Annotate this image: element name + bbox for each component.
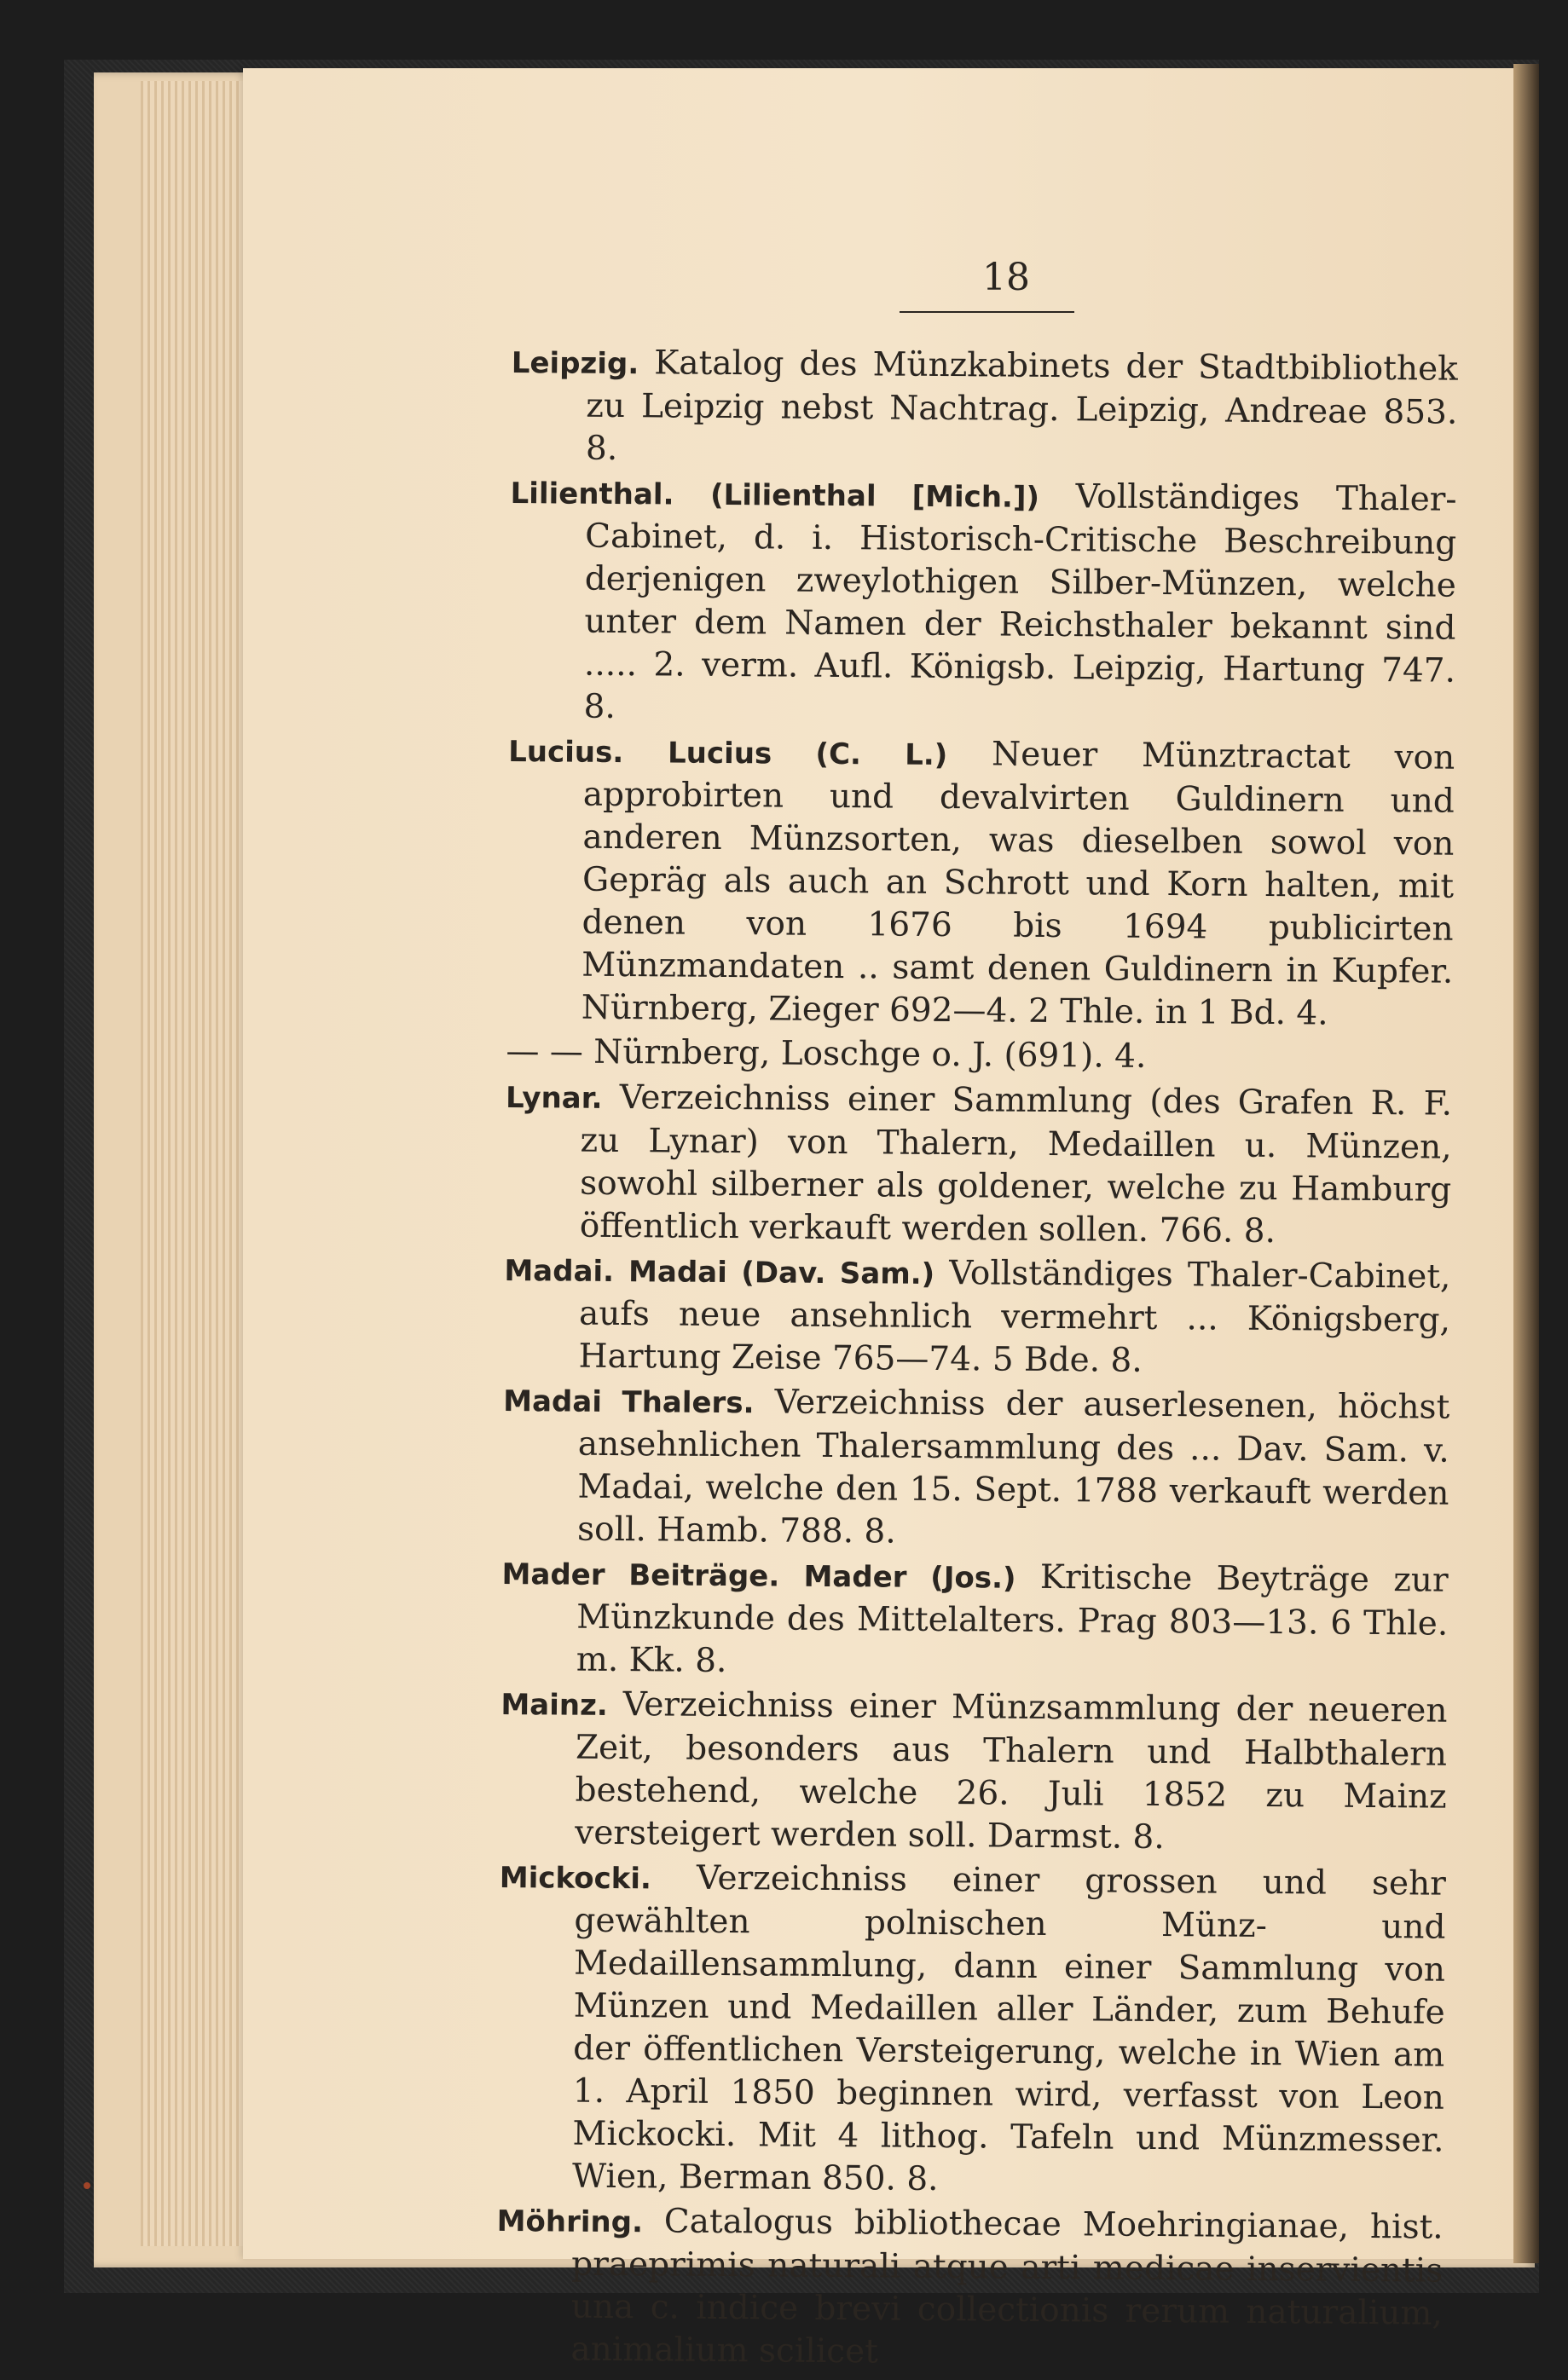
catalog-entry — [506, 730, 1455, 1037]
entry-head: Lilienthal. — [510, 477, 674, 512]
entry-text: Katalog des Münzkabinets der Stadtbibliothek zu Leipzig nebst Nachtrag. Leipzig, Andreae 853. 8. — [586, 344, 1458, 468]
entry-author: (Lilienthal [Mich.]) — [710, 478, 1039, 515]
catalog-text — [495, 341, 1458, 2380]
entry-author: Lucius (C. L.) — [668, 736, 948, 772]
catalog-entry — [500, 1683, 1448, 1862]
catalog-entry — [501, 1552, 1449, 1689]
entry-head: — — — [506, 1032, 583, 1072]
page-edges — [141, 81, 243, 2246]
ink-speck — [84, 2182, 90, 2189]
entry-head: Mader Beiträge. — [501, 1557, 779, 1594]
catalog-entry — [503, 1249, 1450, 1385]
catalog-entry — [511, 341, 1458, 477]
entry-head: Madai. — [504, 1254, 614, 1289]
catalog-entry — [505, 1076, 1453, 1255]
entry-head: Möhring. — [497, 2204, 644, 2239]
entry-head: Mickocki. — [500, 1861, 651, 1896]
page-number: 18 — [887, 256, 1125, 299]
page-number-rule — [900, 311, 1074, 313]
catalog-entry — [506, 1031, 1452, 1082]
entry-head: Leipzig. — [512, 346, 639, 381]
catalog-entry — [508, 471, 1456, 736]
entry-text: Kritische Beyträge zur Münzkunde des Mittelalters. Prag 803—13. 6 Thle. m. Kk. 8. — [576, 1558, 1449, 1680]
entry-text: Vollständiges Thaler-Cabinet, d. i. Historisch-Critische Beschreibung derjenigen zweylothigen Silber-Münzen, welche unter dem Namen der Reichsthaler bekannt sind ..... 2. verm. Aufl. Königsb. Leipzig, Hartung 747. 8. — [583, 477, 1456, 726]
entry-text: Verzeichniss einer Münzsammlung der neueren Zeit, besonders aus Thalern und Halbthalern bestehend, welche 26. Juli 1852 zu Mainz versteigert werden soll. Darmst. 8. — [575, 1685, 1448, 1857]
entry-text: Vollständiges Thaler-Cabinet, aufs neue ansehnlich vermehrt ... Königsberg, Hartung Zeise 765—74. 5 Bde. 8. — [578, 1254, 1450, 1380]
entry-text: Verzeichniss einer Sammlung (des Grafen R. F. zu Lynar) von Thalern, Medaillen u. Münzen, sowohl silberner als goldener, welche zu Hamburg öffentlich verkauft werden sollen. 766. 8. — [580, 1078, 1453, 1251]
entry-author: Mader (Jos.) — [803, 1560, 1015, 1596]
entry-text: Verzeichniss der auserlesenen, höchst ansehnlichen Thalersammlung des ... Dav. Sam. v. Madai, welche den 15. Sept. 1788 verkauft werden soll. Hamb. 788. 8. — [577, 1383, 1450, 1551]
entry-head: Lynar. — [506, 1081, 603, 1116]
entry-head: Lucius. — [508, 735, 623, 770]
entry-head: Mainz. — [500, 1688, 608, 1723]
entry-text: Nürnberg, Loschge o. J. (691). 4. — [593, 1033, 1146, 1076]
entry-text: Catalogus bibliothecae Moehringianae, hist. praeprimis naturali atque arti medicae inservientis una c. indice brevi collectionis rerum naturalium, animalium scilicet — [570, 2202, 1444, 2371]
entry-text: Neuer Münztractat von approbirten und devalvirten Guldinern und anderen Münzsorten, was dieselben sowol von Gepräg als auch an Schrott und Korn halten, mit denen von 1676 bis 1694 publicirten Münzmandaten .. samt denen Guldinern in Kupfer. Nürnberg, Zieger 692—4. 2 Thle. in 1 Bd. 4. — [581, 735, 1455, 1032]
book-spine — [1513, 64, 1539, 2263]
catalog-entry — [495, 2199, 1444, 2378]
catalog-entry — [497, 1856, 1446, 2205]
catalog-entry — [502, 1379, 1450, 1558]
entry-text: Verzeichniss einer grossen und sehr gewählten polnischen Münz- und Medaillensammlung, dann einer Sammlung von Münzen und Medaillen aller Länder, zum Behufe der öffentlichen Versteigerung, welche in Wien am 1. April 1850 beginnen wird, verfasst von Leon Mickocki. Mit 4 lithog. Tafeln und Münzmesser. Wien, Berman 850. 8. — [572, 1859, 1446, 2198]
entry-author: Madai (Dav. Sam.) — [628, 1255, 934, 1291]
entry-head: Madai Thalers. — [503, 1384, 755, 1420]
